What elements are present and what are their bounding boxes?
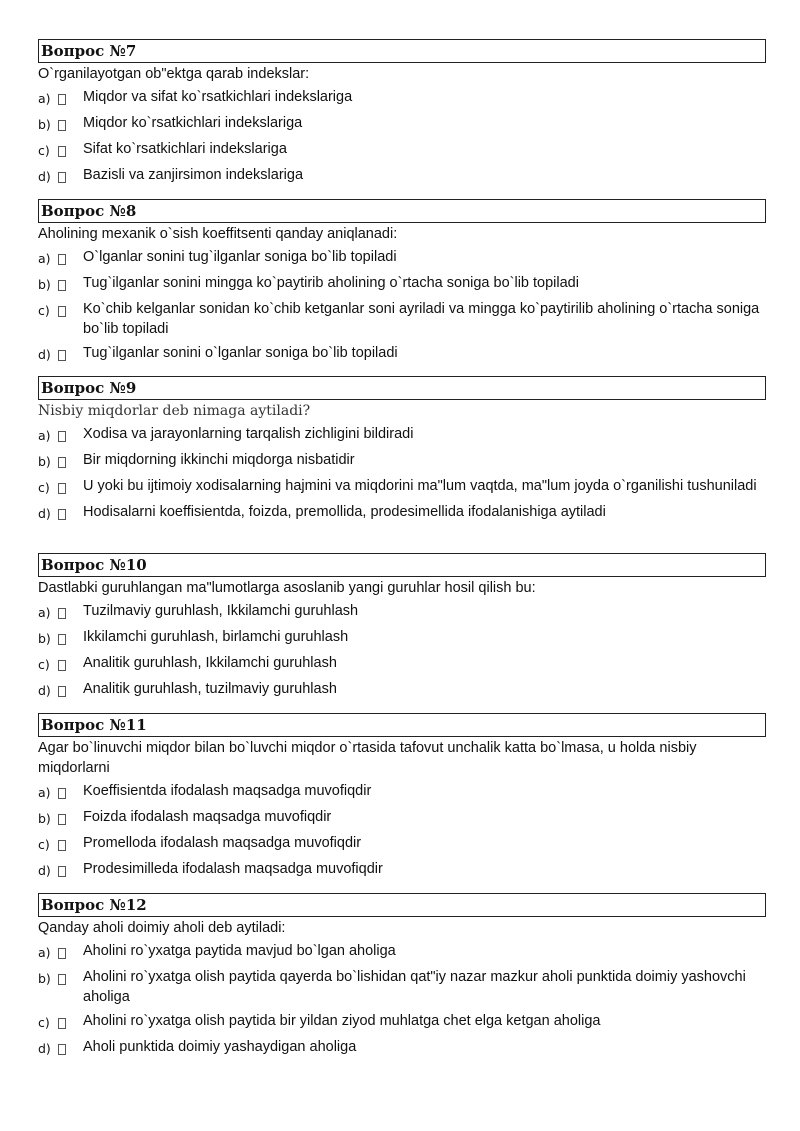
answer-letter: c) <box>38 657 50 672</box>
answer-text: Analitik guruhlash, tuzilmaviy guruhlash <box>83 681 337 697</box>
question-text: Qanday aholi doimiy aholi deb aytiladi: <box>38 920 286 936</box>
answer-text: Ikkilamchi guruhlash, birlamchi guruhlash <box>83 629 349 645</box>
answer-letter: c) <box>38 303 50 318</box>
answer-option[interactable] <box>38 247 766 269</box>
answer-option[interactable] <box>38 299 766 339</box>
checkbox-icon[interactable] <box>58 343 70 365</box>
answer-letter: a) <box>38 945 51 960</box>
answer-letter: a) <box>38 251 51 266</box>
answer-text: Aholini ro`yxatga paytida mavjud bo`lgan aholiga <box>83 943 396 959</box>
answer-option[interactable] <box>38 859 766 881</box>
answer-text: Bazisli va zanjirsimon indekslariga <box>83 167 304 183</box>
answer-text: U yoki bu ijtimoiy xodisalarning hajmini va miqdorini ma"lum vaqtda, ma"lum joyda o`rganilishi tushuniladi <box>83 478 757 494</box>
question-block <box>38 199 766 369</box>
answer-option[interactable] <box>38 807 766 829</box>
answer-letter: b) <box>38 454 51 469</box>
checkbox-icon[interactable] <box>58 424 70 446</box>
answer-list <box>38 87 766 187</box>
answer-option[interactable] <box>38 833 766 855</box>
answer-letter: d) <box>38 863 51 878</box>
checkbox-icon[interactable] <box>58 165 70 187</box>
answer-text: Hodisalarni koeffisientda, foizda, premollida, prodesimellida ifodalanishiga aytiladi <box>83 504 606 520</box>
answer-option[interactable] <box>38 679 766 701</box>
answer-text: Aholini ro`yxatga olish paytida qayerda bo`lishidan qat"iy nazar mazkur aholi punktida doimiy yashovchi aholiga <box>83 969 746 1005</box>
answer-option[interactable] <box>38 781 766 803</box>
answer-text: Miqdor va sifat ko`rsatkichlari indekslariga <box>83 89 353 105</box>
answer-letter: a) <box>38 428 51 443</box>
answer-option[interactable] <box>38 424 766 446</box>
checkbox-icon[interactable] <box>58 113 70 135</box>
checkbox-icon[interactable] <box>58 450 70 472</box>
answer-letter: d) <box>38 1041 51 1056</box>
answer-text: Aholi punktida doimiy yashaydigan aholiga <box>83 1039 357 1055</box>
answer-option[interactable] <box>38 941 766 963</box>
answer-letter: a) <box>38 91 51 106</box>
answer-option[interactable] <box>38 502 766 524</box>
answer-text: Aholini ro`yxatga olish paytida bir yildan ziyod muhlatga chet elga ketgan aholiga <box>83 1013 601 1029</box>
answer-option[interactable] <box>38 1037 766 1059</box>
question-title: Вопрос №9 <box>38 376 766 400</box>
question-block <box>38 553 766 705</box>
checkbox-icon[interactable] <box>58 299 70 321</box>
answer-letter: b) <box>38 277 51 292</box>
answer-letter: b) <box>38 971 51 986</box>
question-text: Dastlabki guruhlangan ma"lumotlarga asoslanib yangi guruhlar hosil qilish bu: <box>38 580 536 596</box>
question-title: Вопрос №11 <box>38 713 766 737</box>
answer-option[interactable] <box>38 87 766 109</box>
answer-option[interactable] <box>38 476 766 498</box>
answer-list <box>38 424 766 524</box>
answer-text: Sifat ko`rsatkichlari indekslariga <box>83 141 287 157</box>
checkbox-icon[interactable] <box>58 941 70 963</box>
answer-text: Foizda ifodalash maqsadga muvofiqdir <box>83 809 332 825</box>
checkbox-icon[interactable] <box>58 139 70 161</box>
answer-option[interactable] <box>38 343 766 365</box>
answer-text: Tug`ilganlar sonini o`lganlar soniga bo`lib topiladi <box>83 345 398 361</box>
question-title: Вопрос №10 <box>38 553 766 577</box>
answer-option[interactable] <box>38 627 766 649</box>
checkbox-icon[interactable] <box>58 502 70 524</box>
question-text: Nisbiy miqdorlar deb nimaga aytiladi? <box>38 403 311 419</box>
question-text: O`rganilayotgan ob"ektga qarab indekslar: <box>38 66 310 82</box>
answer-letter: c) <box>38 837 50 852</box>
checkbox-icon[interactable] <box>58 859 70 881</box>
answer-option[interactable] <box>38 1011 766 1033</box>
answer-option[interactable] <box>38 139 766 161</box>
checkbox-icon[interactable] <box>58 1011 70 1033</box>
answer-text: Koeffisientda ifodalash maqsadga muvofiqdir <box>83 783 372 799</box>
question-title: Вопрос №7 <box>38 39 766 63</box>
answer-text: Tuzilmaviy guruhlash, Ikkilamchi guruhlash <box>83 603 359 619</box>
checkbox-icon[interactable] <box>58 87 70 109</box>
checkbox-icon[interactable] <box>58 247 70 269</box>
question-block <box>38 713 766 885</box>
question-title: Вопрос №12 <box>38 893 766 917</box>
answer-text: Prodesimilleda ifodalash maqsadga muvofiqdir <box>83 861 383 877</box>
answer-text: Promelloda ifodalash maqsadga muvofiqdir <box>83 835 362 851</box>
checkbox-icon[interactable] <box>58 601 70 623</box>
checkbox-icon[interactable] <box>58 1037 70 1059</box>
answer-text: O`lganlar sonini tug`ilganlar soniga bo`lib topiladi <box>83 249 397 265</box>
checkbox-icon[interactable] <box>58 627 70 649</box>
answer-letter: b) <box>38 631 51 646</box>
answer-text: Xodisa va jarayonlarning tarqalish zichligini bildiradi <box>83 426 414 442</box>
answer-letter: a) <box>38 605 51 620</box>
answer-option[interactable] <box>38 113 766 135</box>
answer-letter: d) <box>38 506 51 521</box>
answer-option[interactable] <box>38 450 766 472</box>
answer-text: Bir miqdorning ikkinchi miqdorga nisbatidir <box>83 452 355 468</box>
checkbox-icon[interactable] <box>58 807 70 829</box>
answer-list <box>38 601 766 701</box>
answer-letter: c) <box>38 143 50 158</box>
checkbox-icon[interactable] <box>58 967 70 989</box>
answer-list <box>38 941 766 1059</box>
answer-text: Tug`ilganlar sonini mingga ko`paytirib aholining o`rtacha soniga bo`lib topiladi <box>83 275 579 291</box>
question-text: Agar bo`linuvchi miqdor bilan bo`luvchi miqdor o`rtasida tafovut unchalik katta bo`lmasa, u holda nisbiy miqdorlarni <box>38 740 697 776</box>
answer-letter: c) <box>38 480 50 495</box>
checkbox-icon[interactable] <box>58 653 70 675</box>
answer-option[interactable] <box>38 653 766 675</box>
answer-letter: a) <box>38 785 51 800</box>
answer-option[interactable] <box>38 273 766 295</box>
answer-text: Ko`chib kelganlar sonidan ko`chib ketganlar soni ayriladi va mingga ko`paytirilib aholining o`rtacha soniga bo`lib topiladi <box>83 301 760 337</box>
answer-option[interactable] <box>38 601 766 623</box>
question-block <box>38 39 766 191</box>
answer-letter: b) <box>38 117 51 132</box>
answer-letter: c) <box>38 1015 50 1030</box>
checkbox-icon[interactable] <box>58 781 70 803</box>
checkbox-icon[interactable] <box>58 833 70 855</box>
question-title: Вопрос №8 <box>38 199 766 223</box>
answer-list <box>38 781 766 881</box>
checkbox-icon[interactable] <box>58 273 70 295</box>
question-block <box>38 376 766 528</box>
answer-text: Miqdor ko`rsatkichlari indekslariga <box>83 115 303 131</box>
question-block <box>38 893 766 1063</box>
question-text: Aholining mexanik o`sish koeffitsenti qanday aniqlanadi: <box>38 226 398 242</box>
answer-option[interactable] <box>38 165 766 187</box>
answer-text: Analitik guruhlash, Ikkilamchi guruhlash <box>83 655 337 671</box>
answer-option[interactable] <box>38 967 766 1007</box>
checkbox-icon[interactable] <box>58 476 70 498</box>
answer-letter: d) <box>38 683 51 698</box>
answer-letter: d) <box>38 347 51 362</box>
answer-letter: d) <box>38 169 51 184</box>
answer-list <box>38 247 766 365</box>
answer-letter: b) <box>38 811 51 826</box>
checkbox-icon[interactable] <box>58 679 70 701</box>
